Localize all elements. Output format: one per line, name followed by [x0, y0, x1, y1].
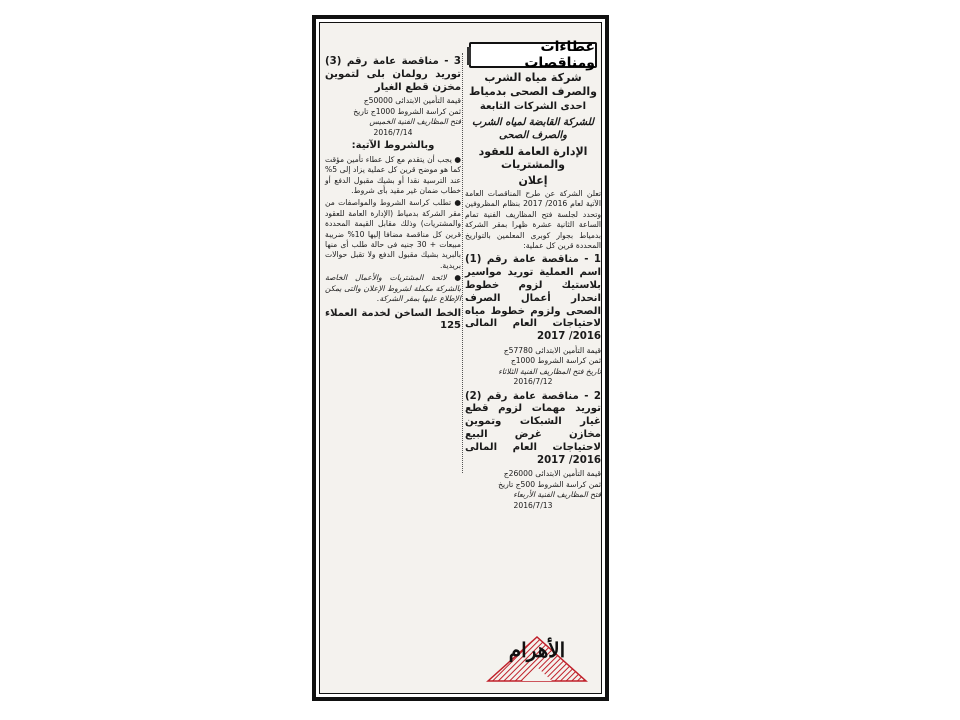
- tender-2-opening: فتح المظاريف الفنية الأربعاء: [513, 490, 601, 500]
- section-title-text: عطاءات ومناقصات: [524, 39, 595, 71]
- tender-3-title: 3 - مناقصة عامة رقم (3) توريد رولمان بلى لتموين مخزن قطع الغيار: [325, 56, 461, 93]
- tender-1-booklet: ثمن كراسة الشروط 1000ج: [510, 356, 601, 366]
- tender-3-booklet: ثمن كراسة الشروط 1000ج تاريخ: [353, 106, 461, 116]
- condition-item-1: ● يجب أن يتقدم مع كل عطاء تأمين مؤقت كما هو موضح قرين كل عملية يزاد إلى 5% عند الترسية نقدا أو بشيك مقبول الدفع أو خطاب ضمان غير مقيد بأى شروط.: [325, 154, 461, 196]
- logo-text: الأهرام: [508, 638, 566, 662]
- company-department: الإدارة العامة للعقود والمشتريات: [478, 144, 588, 171]
- section-title: [469, 39, 597, 71]
- company-name: شركة مياه الشرب والصرف الصحى بدمياط: [469, 71, 597, 98]
- pyramid-logo-icon: [482, 623, 592, 685]
- announcement-word: إعلان: [518, 173, 548, 187]
- column-divider: [462, 53, 463, 473]
- company-affiliation-1: احدى الشركات التابعة: [479, 101, 587, 112]
- tender-3-insurance: قيمة التأمين الابتدائى 50000ج: [363, 96, 461, 106]
- tender-3-opening: فتح المظاريف الفنية الخميس: [369, 117, 461, 127]
- right-column: [465, 71, 601, 513]
- clipping-frame: [312, 15, 609, 701]
- tender-1-opening: تاريخ فتح المظاريف الفنية الثلاثاء: [498, 366, 601, 376]
- left-column: [325, 56, 461, 335]
- al-ahram-logo: [482, 623, 592, 685]
- tender-3-date: 2016/7/14: [373, 127, 413, 137]
- tender-2-insurance: قيمة التأمين الابتدائى 26000ج: [503, 469, 601, 479]
- tender-1-date: 2016/7/12: [513, 377, 553, 387]
- tender-2-booklet: ثمن كراسة الشروط 500ج تاريخ: [498, 479, 601, 489]
- intro-text: تعلن الشركة عن طرح المناقصات العامة الآتية لعام 2016/ 2017 بنظام المظروفين وتحدد لجلسة فتح المظاريف الفنية تمام الساعة الثانية عشرة ظهرا بمقر الشركة بدمياط بجوار كوبرى المعلمين بالتواريخ المحددة قرين كل عملية:: [465, 189, 601, 251]
- tender-2-title: 2 - مناقصة عامة رقم (2) توريد مهمات لزوم قطع غيار الشبكات وتموين مخازن غرض البيع لاحتياجات العام المالى 2016/ 2017: [465, 390, 601, 466]
- tender-1-title: 1 - مناقصة عامة رقم (1) اسم العملية توريد مواسير بلاستيك لزوم خطوط انحدار أعمال الصرف الصحى ولزوم خطوط مياه لاحتياجات العام المالى 2016/ 2017: [465, 254, 601, 343]
- hotline: الخط الساخن لخدمة العملاء 125: [325, 307, 461, 332]
- tender-2-date: 2016/7/13: [513, 500, 553, 510]
- tender-1-insurance: قيمة التأمين الابتدائى 57780ج: [503, 346, 601, 356]
- newspaper-clipping: [319, 22, 602, 694]
- company-affiliation-2: للشركة القابضة لمياه الشرب والصرف الصحى: [472, 116, 594, 141]
- condition-item-3: ● لائحة المشتريات والأعمال الخاصة بالشركة مكملة لشروط الإعلان والتى يمكن الإطلاع عليها بمقر الشركة.: [325, 273, 461, 304]
- conditions-heading: وبالشروط الآتية:: [351, 140, 435, 152]
- condition-item-2: ● تطلب كراسة الشروط والمواصفات من مقر الشركة بدمياط (الإدارة العامة للعقود والمشتريات) وذلك مقابل القيمة المحددة قرين كل مناقصة مضافا إليها 10% ضريبة مبيعات + 30 جنيه فى حالة طلب أى منها بالبريد بشيك مقبول الدفع ولا تقبل حوالات بريدية.: [325, 198, 461, 270]
